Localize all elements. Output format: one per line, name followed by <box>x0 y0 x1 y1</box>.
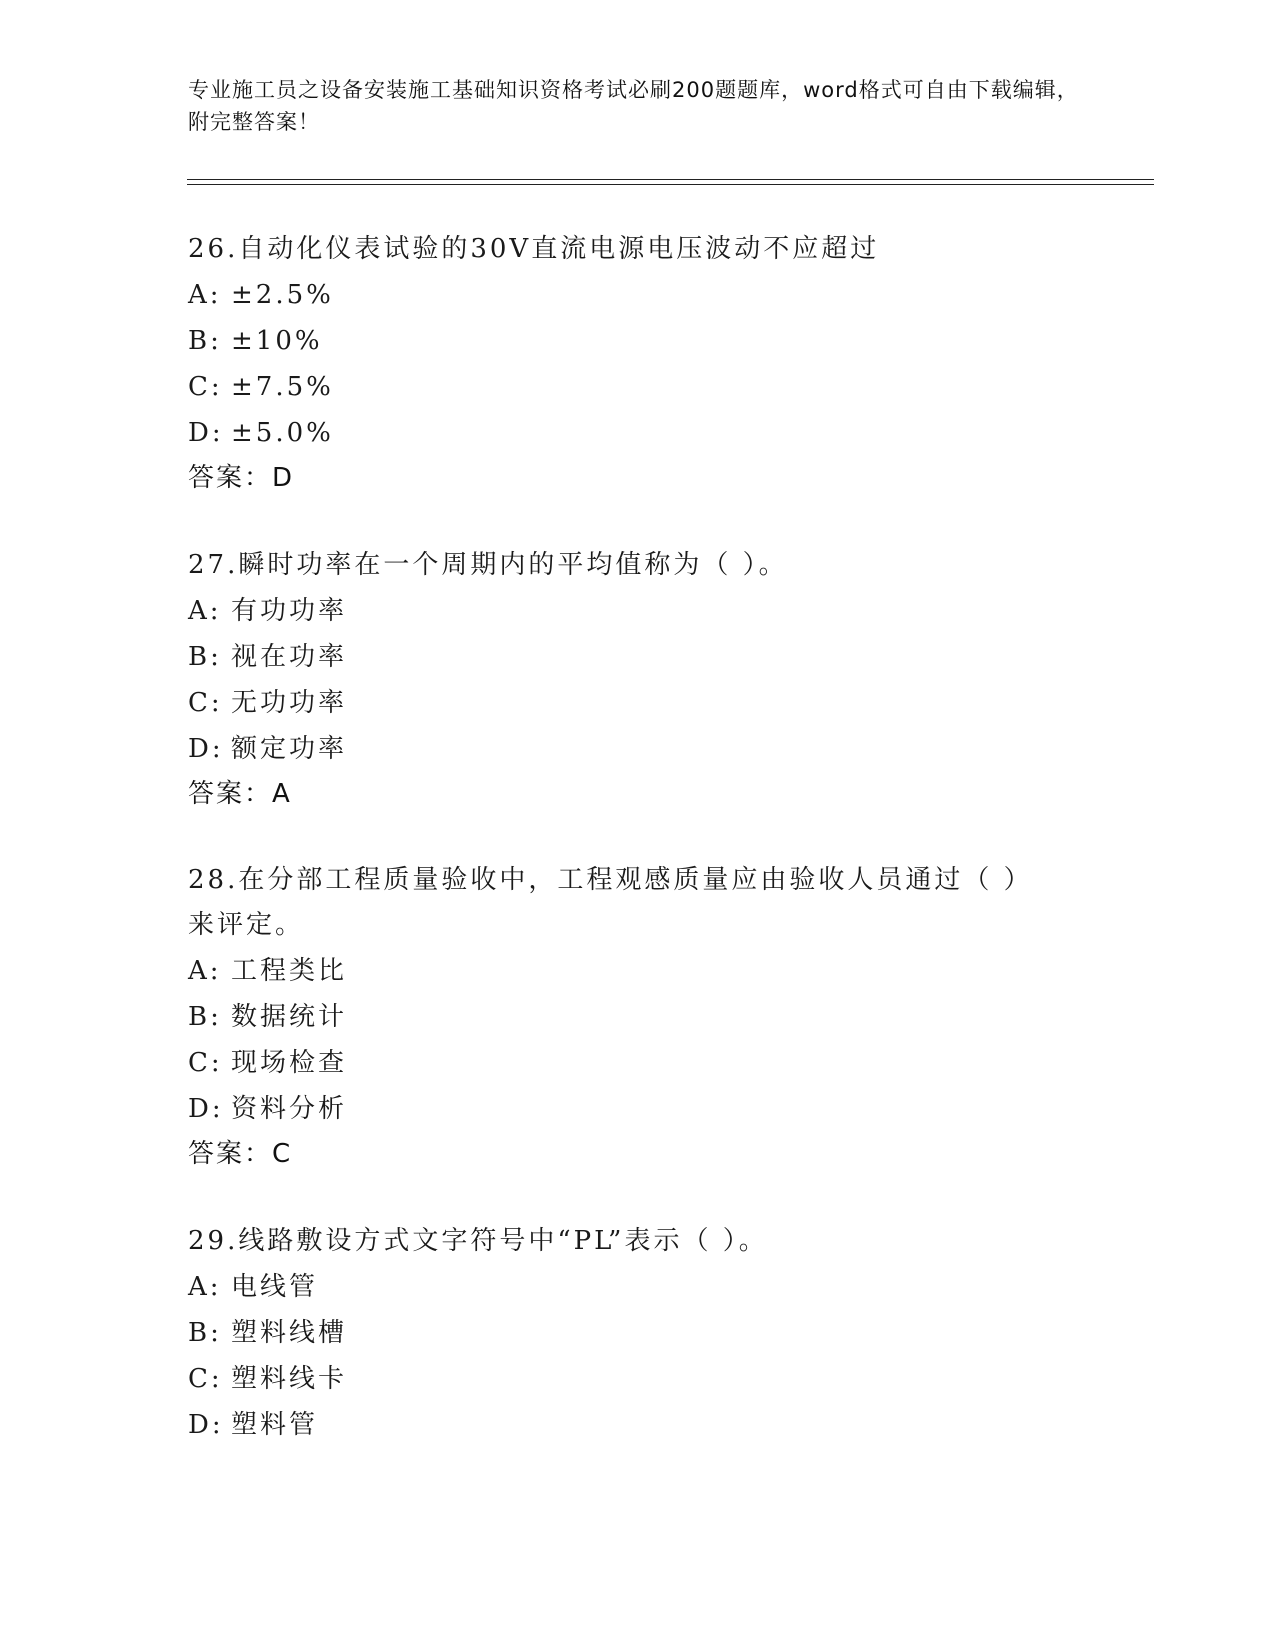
option-letter: A: <box>188 1272 222 1302</box>
option-letter: D: <box>188 734 224 764</box>
option-letter: B: <box>188 642 222 672</box>
option-letter: B: <box>188 1002 222 1032</box>
option-text: 视在功率 <box>231 642 348 672</box>
option-d <box>188 1402 1088 1448</box>
option-text: 额定功率 <box>231 734 348 764</box>
option-text: 无功功率 <box>231 688 348 718</box>
document-header: 专业施工员之设备安装施工基础知识资格考试必刷200题题库，word格式可自由下载编辑，附完整答案！ <box>188 78 1079 134</box>
option-text: 塑料线卡 <box>231 1364 348 1394</box>
option-text: ±5.0% <box>231 418 334 448</box>
answer-label: 答案：A <box>188 779 292 809</box>
question-text: 26.自动化仪表试验的30V直流电源电压波动不应超过 <box>188 234 880 264</box>
option-letter: D: <box>188 418 224 448</box>
option-letter: B: <box>188 1318 222 1348</box>
option-text: 有功功率 <box>231 596 348 626</box>
answer-label: 答案：C <box>188 1139 293 1169</box>
option-b <box>188 1310 1088 1356</box>
option-b <box>188 634 1088 680</box>
question-27 <box>188 543 1088 816</box>
question-text: 28.在分部工程质量验收中，工程观感质量应由验收人员通过（ ）来评定。 <box>188 865 1033 940</box>
option-text: 塑料管 <box>231 1410 319 1440</box>
question-26 <box>188 227 1088 500</box>
option-letter: D: <box>188 1410 224 1440</box>
option-d <box>188 1086 1058 1132</box>
option-text: 塑料线槽 <box>231 1318 348 1348</box>
question-text: 29.线路敷设方式文字符号中“PL”表示（ ）。 <box>188 1226 768 1256</box>
option-a <box>188 272 1088 318</box>
question-text: 27.瞬时功率在一个周期内的平均值称为（ ）。 <box>188 550 788 580</box>
option-d <box>188 410 1088 456</box>
option-letter: C: <box>188 372 223 402</box>
option-letter: A: <box>188 596 222 626</box>
header-divider-bottom <box>187 184 1154 185</box>
option-c <box>188 364 1088 410</box>
option-a <box>188 948 1058 994</box>
option-text: 数据统计 <box>231 1002 348 1032</box>
header-divider-top <box>187 179 1154 180</box>
option-d <box>188 726 1088 772</box>
option-c <box>188 1356 1088 1402</box>
option-b <box>188 318 1088 364</box>
option-letter: A: <box>188 956 222 986</box>
option-letter: C: <box>188 688 223 718</box>
question-28 <box>188 858 1058 1176</box>
answer-label: 答案：D <box>188 463 295 493</box>
option-a <box>188 1264 1088 1310</box>
option-text: 工程类比 <box>231 956 348 986</box>
option-letter: C: <box>188 1364 223 1394</box>
option-text: 资料分析 <box>231 1094 348 1124</box>
option-a <box>188 588 1088 634</box>
option-text: ±2.5% <box>231 280 334 310</box>
option-text: ±7.5% <box>231 372 334 402</box>
option-letter: A: <box>188 280 222 310</box>
option-letter: D: <box>188 1094 224 1124</box>
option-text: 现场检查 <box>231 1048 348 1078</box>
option-letter: C: <box>188 1048 223 1078</box>
question-29 <box>188 1219 1088 1448</box>
option-c <box>188 680 1088 726</box>
option-b <box>188 994 1058 1040</box>
option-c <box>188 1040 1058 1086</box>
option-text: ±10% <box>231 326 323 356</box>
option-text: 电线管 <box>231 1272 319 1302</box>
option-letter: B: <box>188 326 222 356</box>
